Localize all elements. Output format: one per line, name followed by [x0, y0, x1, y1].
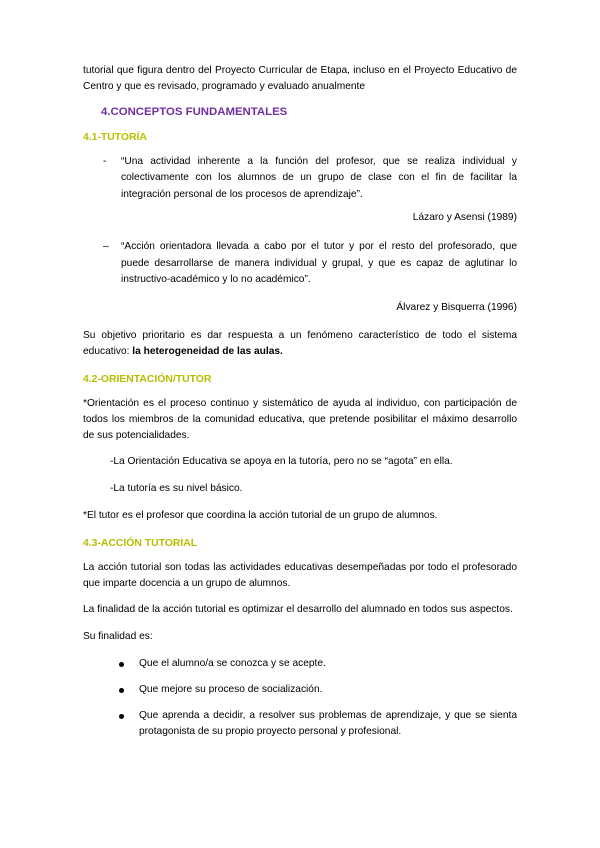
section-4-3-paragraph-1: La acción tutorial son todas las actividades educativas desempeñadas por todo el profesorado que imparte docencia a un grupo de alumnos. [83, 561, 517, 589]
intro-paragraph: tutorial que figura dentro del Proyecto Curricular de Etapa, incluso en el Proyecto Educativo de Centro y que es revisado, programado y evaluado anualmente [83, 65, 517, 92]
quote-item [83, 239, 517, 289]
section-4-3-paragraph-3: Su finalidad es: [83, 631, 153, 643]
closing-text-bold: la heterogeneidad de las aulas. [132, 346, 283, 358]
section-4-2-paragraph-1: *Orientación es el proceso continuo y sistemático de ayuda al individuo, con participación de todos los miembros de la comunidad educativa, que pretende posibilitar el máximo desarrollo de sus potencialidades. [83, 397, 517, 441]
section-4-2-indent-2: -La tutoría es su nivel básico. [110, 483, 243, 495]
finalidad-bullet-list [83, 656, 517, 739]
tutoria-quote-list-2 [83, 239, 517, 289]
list-item: Que mejore su proceso de socialización. [119, 682, 517, 698]
section-4-3-paragraph-2: La finalidad de la acción tutorial es optimizar el desarrollo del alumnado en todos sus aspectos. [83, 604, 513, 616]
list-item: Que el alumno/a se conozca y se acepte. [119, 656, 517, 672]
dash-marker: - [103, 155, 107, 167]
quote-text: “Una actividad inherente a la función del profesor, que se realiza individual y colectivamente con los alumnos de un grupo de clase con el fin de facilitar la integración personal de los procesos de aprendizaje”. [121, 155, 517, 200]
list-item: Que aprenda a decidir, a resolver sus problemas de aprendizaje, y que se sienta protagonista de su propio proyecto personal y profesional. [119, 708, 517, 740]
quote-text: “Acción orientadora llevada a cabo por el tutor y por el resto del profesorado, que puede desarrollarse de manera individual y grupal, y que es capaz de aglutinar lo instructivo-académico y lo no académico”. [121, 240, 517, 286]
section-heading-4-2: 4.2-ORIENTACIÓN/TUTOR [83, 373, 212, 385]
section-heading-4-1: 4.1-TUTORÍA [83, 131, 147, 143]
section-heading-4-3: 4.3-ACCIÓN TUTORIAL [83, 537, 198, 549]
closing-text-plain: Su objetivo prioritario es dar respuesta a un fenómeno característico de todo el sistema educativo: [83, 330, 517, 358]
tutoria-quote-list [83, 154, 517, 204]
quote-item [83, 154, 517, 204]
section-4-1-closing [83, 328, 517, 360]
dash-marker: – [103, 240, 109, 252]
quote-attribution: Álvarez y Bisquerra (1996) [396, 301, 517, 313]
section-heading-4: 4.CONCEPTOS FUNDAMENTALES [101, 105, 288, 118]
section-4-2-indent-1: -La Orientación Educativa se apoya en la tutoría, pero no se “agota” en ella. [110, 456, 453, 468]
document-body [83, 63, 517, 749]
quote-attribution: Lázaro y Asensi (1989) [412, 212, 517, 224]
section-4-2-paragraph-2: *El tutor es el profesor que coordina la acción tutorial de un grupo de alumnos. [83, 510, 438, 522]
